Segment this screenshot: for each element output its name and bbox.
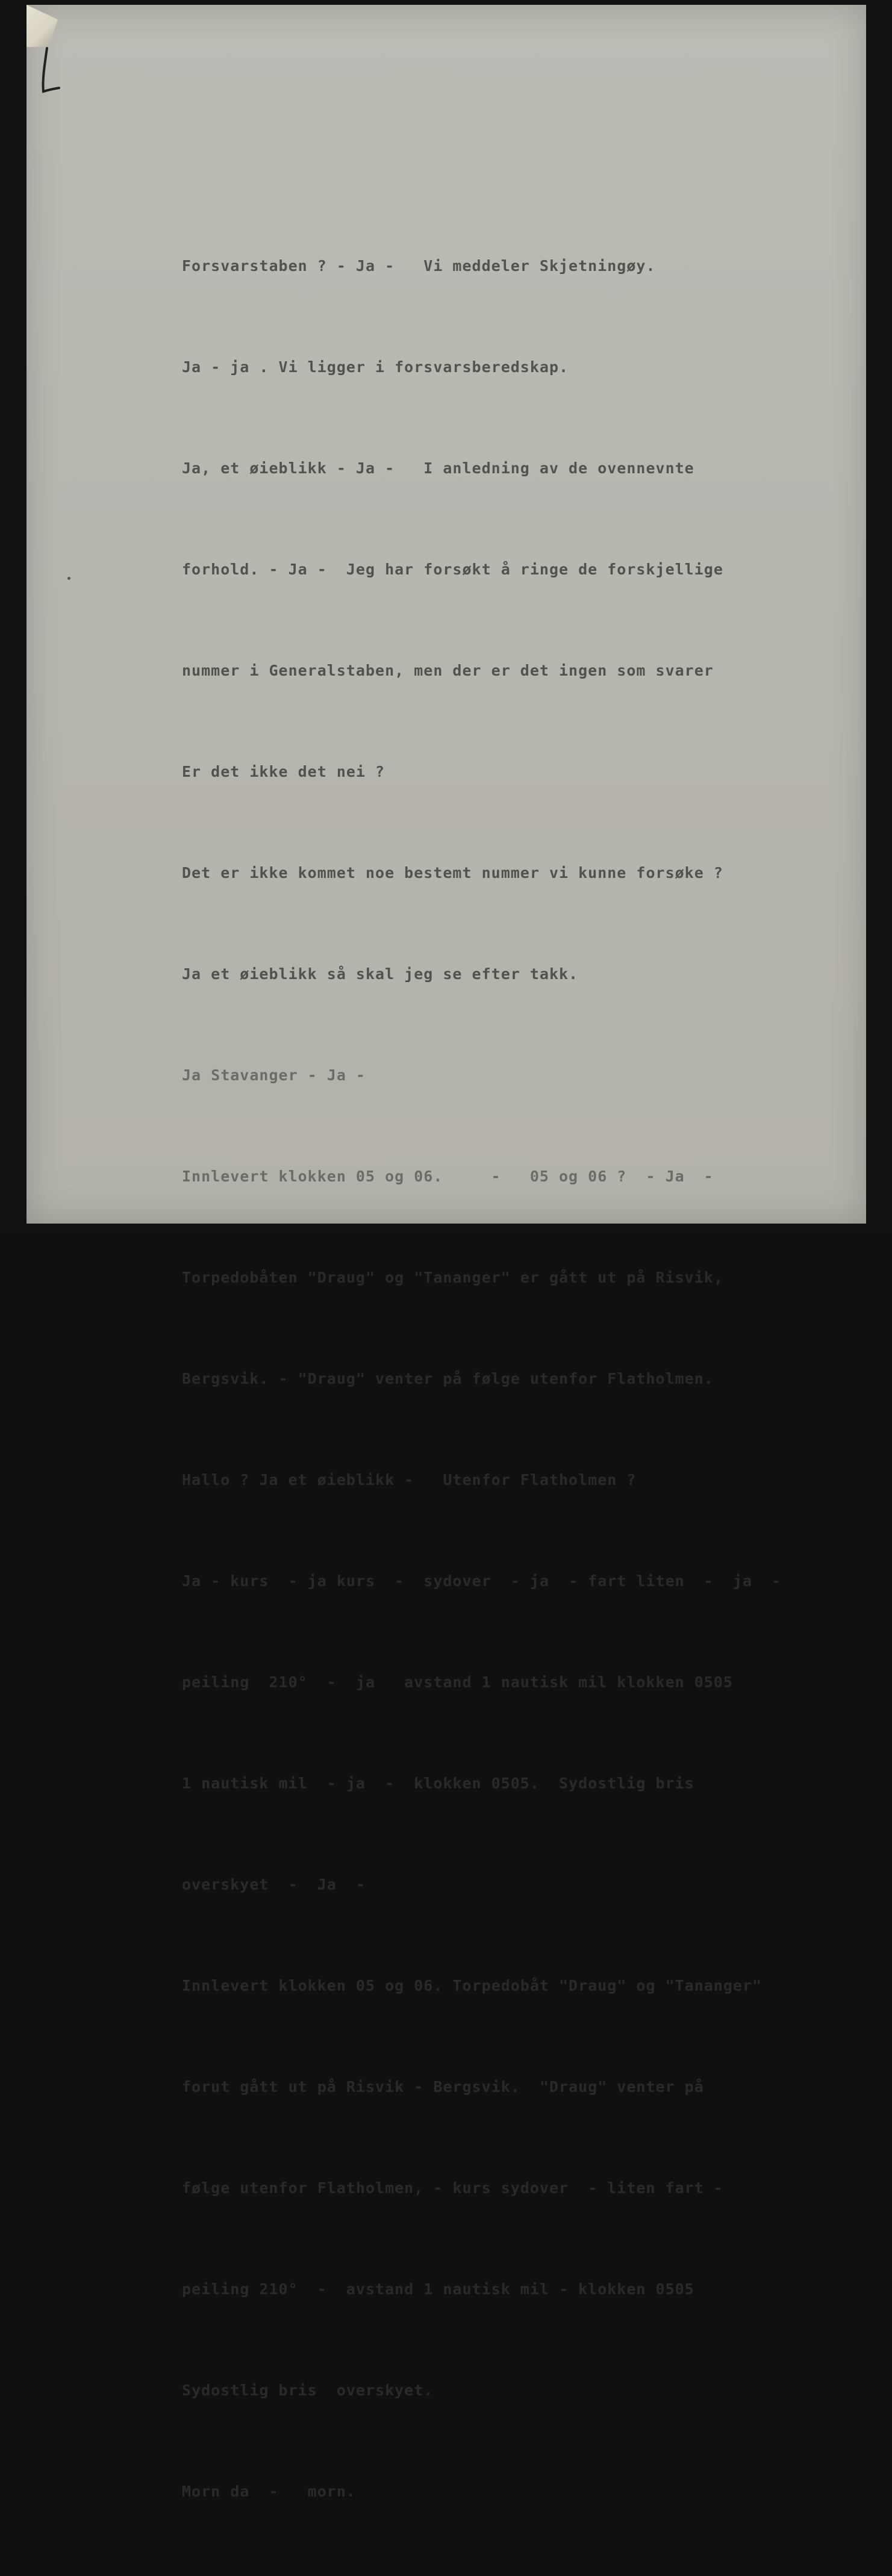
text-line: Ja et øieblikk så skal jeg se efter takk. <box>182 965 579 983</box>
text-line: Det er ikke kommet noe bestemt nummer vi kunne forsøke ? <box>182 864 723 882</box>
text-line: Innlevert klokken 05 og 06. - 05 og 06 ? - Ja - <box>182 1168 714 1185</box>
text-line: overskyet - Ja - <box>182 1876 366 1893</box>
text-line: forut gått ut på Risvik - Bergsvik. "Draug" venter på <box>182 2078 704 2095</box>
text-line: Ja Stavanger - Ja - <box>182 1066 366 1084</box>
text-line: Innlevert klokken 05 og 06. Torpedobåt "Draug" og "Tananger" <box>182 1977 763 1994</box>
pencil-corner-mark <box>39 47 63 95</box>
text-line: Torpedobåten "Draug" og "Tananger" er gått ut på Risvik, <box>182 1269 723 1286</box>
text-line: Bergsvik. - "Draug" venter på følge utenfor Flatholmen. <box>182 1370 714 1387</box>
text-line: peiling 210° - ja avstand 1 nautisk mil klokken 0505 <box>182 1673 733 1691</box>
text-line: Forsvarstaben ? - Ja - Vi meddeler Skjetningøy. <box>182 257 656 275</box>
typed-text-block <box>182 182 850 2576</box>
text-line: 1 nautisk mil - ja - klokken 0505. Sydostlig bris <box>182 1775 694 1792</box>
text-line: Ja - kurs - ja kurs - sydover - ja - fart liten - ja - <box>182 1572 782 1590</box>
text-line: Ja, et øieblikk - Ja - I anledning av de ovennevnte <box>182 459 694 477</box>
text-line: Morn da - morn. <box>182 2483 356 2500</box>
text-line: Er det ikke det nei ? <box>182 763 385 780</box>
text-line: Hallo ? Ja et øieblikk - Utenfor Flatholmen ? <box>182 1471 637 1489</box>
text-line: nummer i Generalstaben, men der er det ingen som svarer <box>182 662 714 679</box>
text-line: peiling 210° - avstand 1 nautisk mil - klokken 0505 <box>182 2280 694 2298</box>
text-line: følge utenfor Flatholmen, - kurs sydover - liten fart - <box>182 2179 723 2197</box>
margin-dot <box>67 577 70 580</box>
text-line: forhold. - Ja - Jeg har forsøkt å ringe de forskjellige <box>182 561 723 578</box>
text-line: Sydostlig bris overskyet. <box>182 2382 434 2399</box>
text-line: Ja - ja . Vi ligger i forsvarsberedskap. <box>182 358 569 376</box>
